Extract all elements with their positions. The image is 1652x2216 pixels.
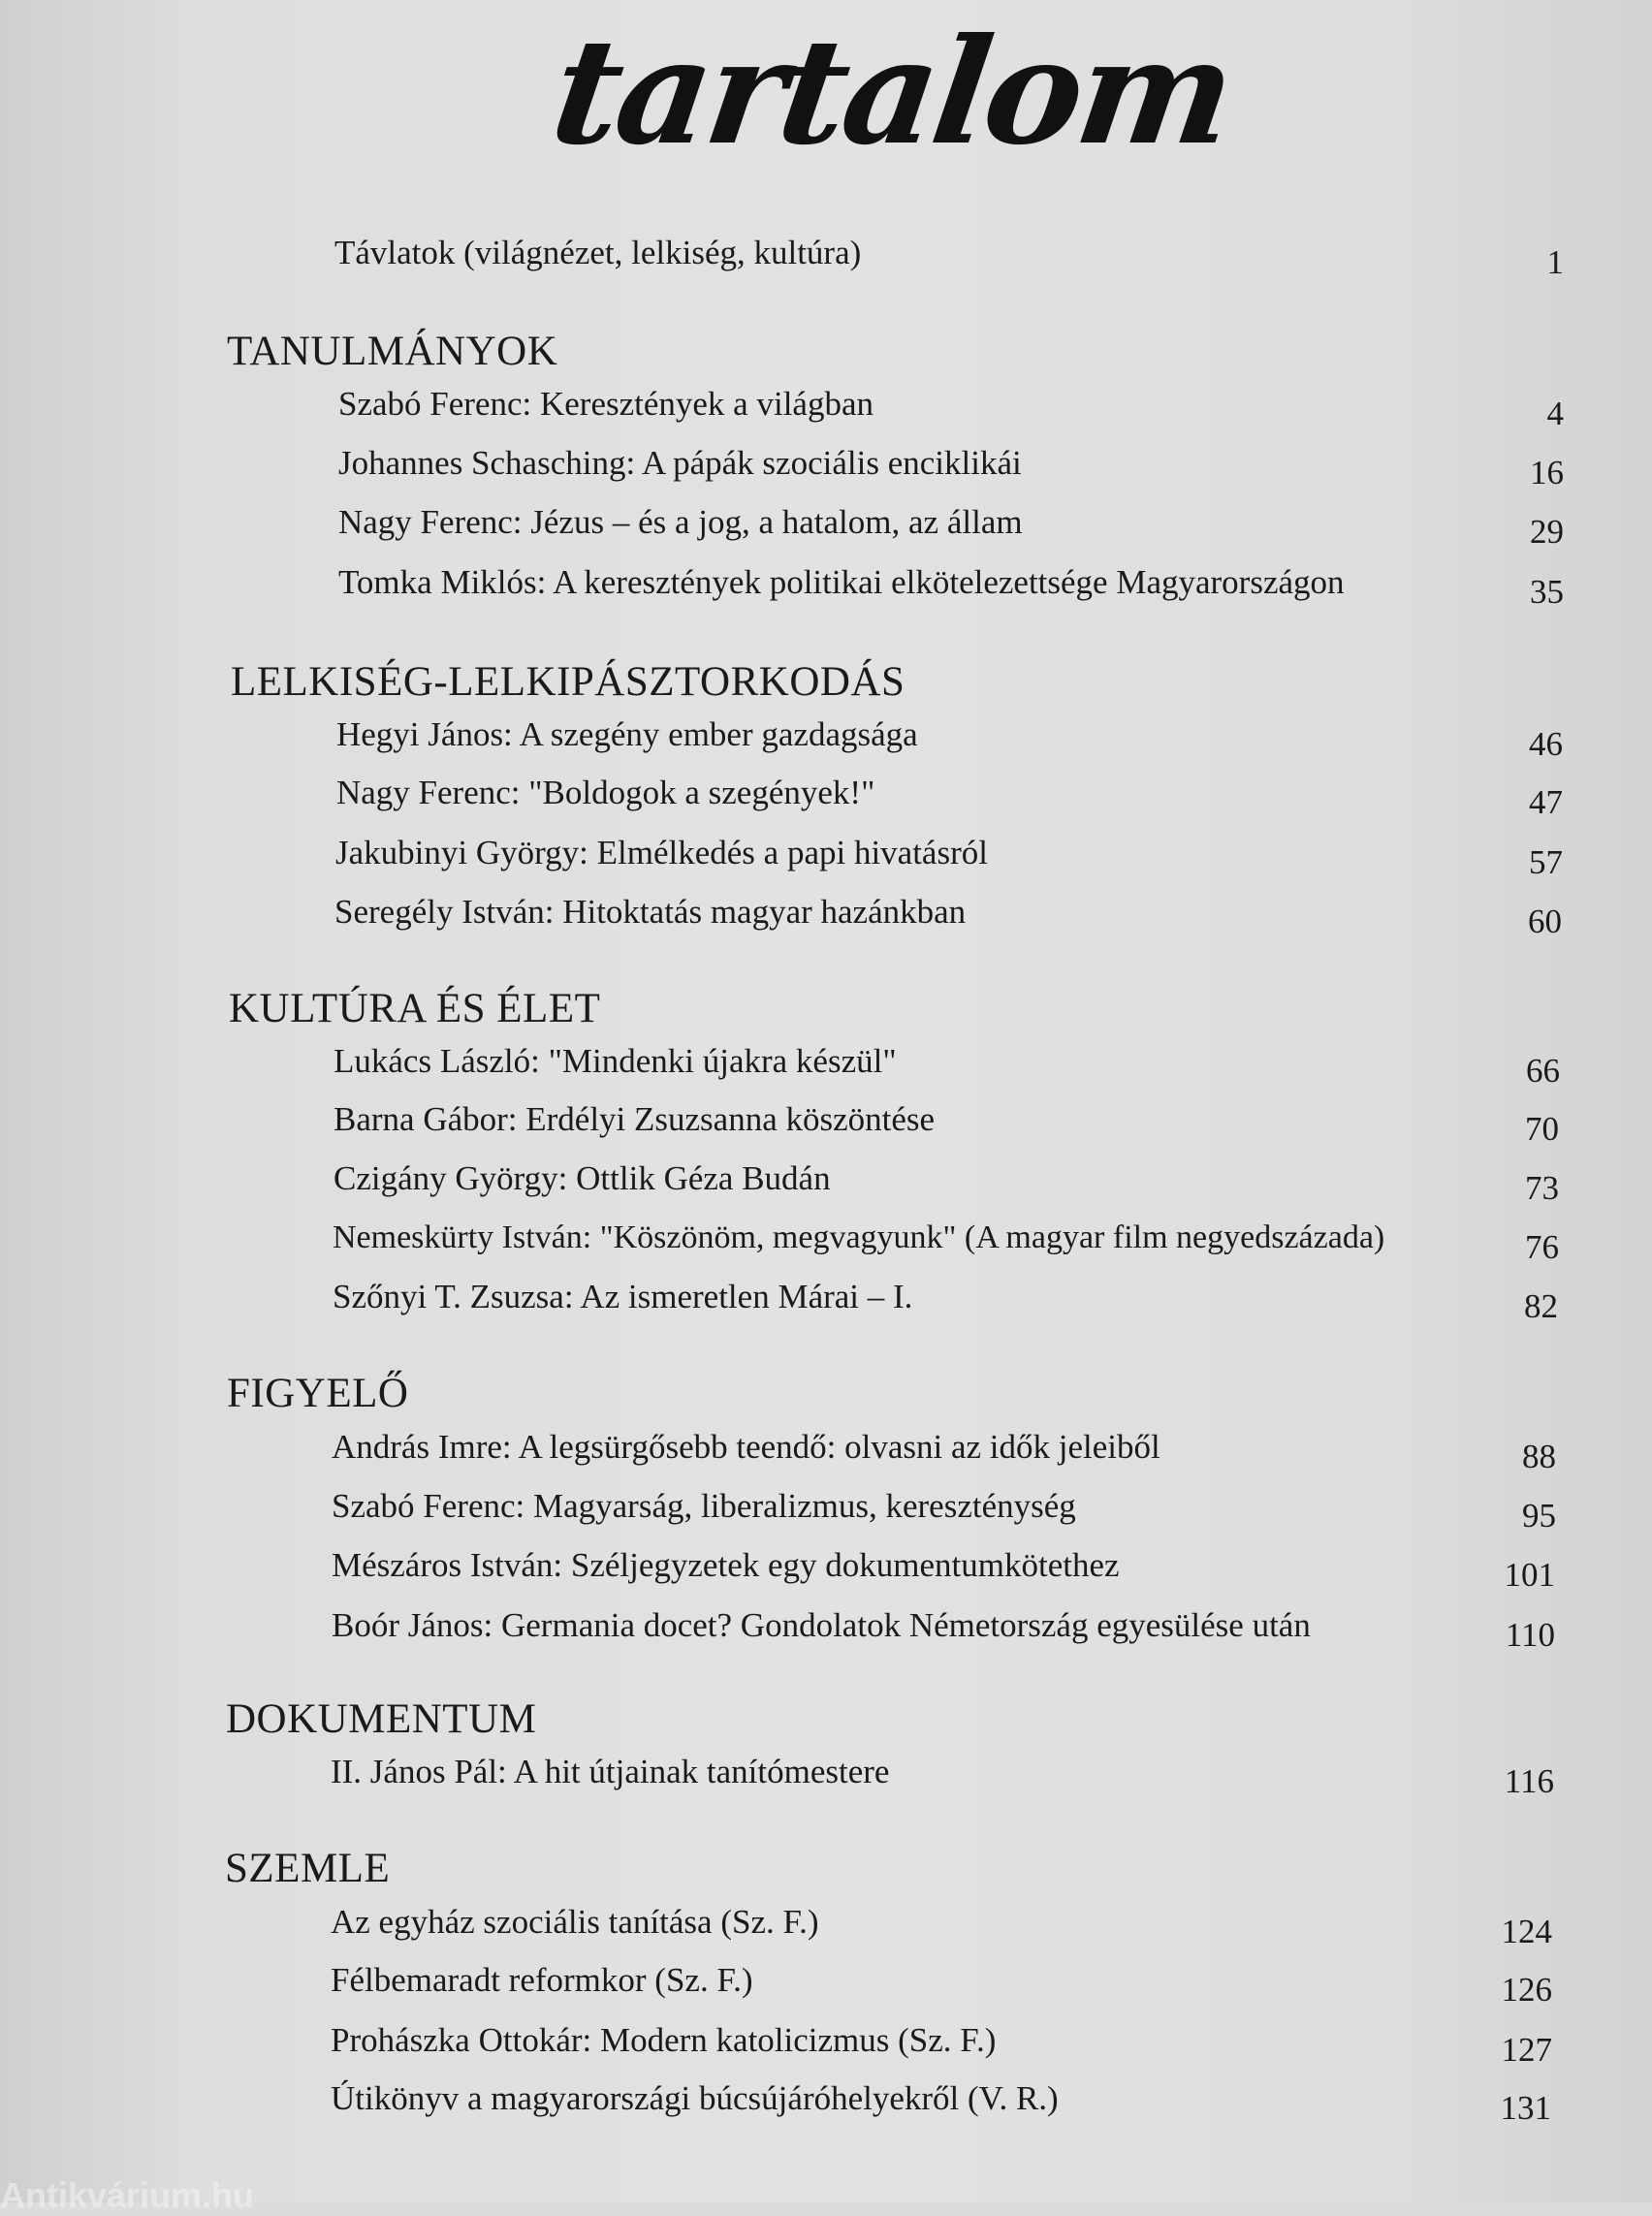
toc-entry-page: 95	[1522, 1497, 1556, 1535]
toc-entry	[334, 1155, 1559, 1209]
toc-entry-title: Szabó Ferenc: Keresztények a világban	[338, 385, 874, 423]
toc-entry-page: 82	[1524, 1287, 1558, 1325]
toc-entry-title: Lukács László: "Mindenki újakra készül"	[334, 1042, 897, 1080]
toc-entry-page: 1	[1546, 243, 1564, 281]
toc-entry-title: Útikönyv a magyarországi búcsújáróhelyekről (V. R.)	[331, 2079, 1059, 2117]
toc-entry-page: 127	[1501, 2031, 1552, 2069]
toc-entry-page: 101	[1504, 1556, 1555, 1594]
toc-entry-page: 124	[1501, 1913, 1552, 1950]
toc-entry-page: 16	[1530, 454, 1564, 491]
toc-entry-page: 70	[1525, 1110, 1559, 1148]
toc-entry-title: Tomka Miklós: A keresztények politikai elkötelezettsége Magyarországon	[338, 563, 1345, 601]
toc-entry-title: Barna Gábor: Erdélyi Zsuzsanna köszöntése	[334, 1100, 936, 1138]
toc-entry-title: Félbemaradt reformkor (Sz. F.)	[331, 1961, 753, 1999]
section-heading: DOKUMENTUM	[226, 1696, 537, 1742]
toc-entry	[331, 2074, 1551, 2129]
toc-entry	[332, 1541, 1555, 1596]
toc-entry-title: Nagy Ferenc: "Boldogok a szegények!"	[336, 774, 875, 811]
toc-entry-page: 76	[1525, 1228, 1559, 1266]
toc-entry-page: 116	[1504, 1762, 1554, 1800]
toc-entry	[331, 1748, 1554, 1802]
toc-entry-page: 131	[1500, 2089, 1551, 2127]
toc-entry	[331, 1898, 1552, 1952]
toc-entry	[331, 1956, 1552, 2010]
toc-entry	[338, 439, 1564, 493]
toc-entry-intro	[334, 229, 1564, 283]
toc-entry-title: András Imre: A legsürgősebb teendő: olvasni az idők jeleiből	[332, 1428, 1160, 1466]
section-heading: FIGYELŐ	[227, 1371, 409, 1416]
toc-entry-page: 46	[1529, 725, 1563, 763]
toc-entry-page: 110	[1505, 1616, 1555, 1654]
toc-entry-title: Boór János: Germania docet? Gondolatok Németország egyesülése után	[332, 1606, 1311, 1644]
toc-entry-title: Távlatok (világnézet, lelkiség, kultúra)	[334, 234, 862, 271]
toc-entry-page: 66	[1526, 1052, 1560, 1090]
toc-entry-page: 126	[1501, 1971, 1552, 2009]
toc-entry-title: Prohászka Ottokár: Modern katolicizmus (Sz. F.)	[331, 2021, 997, 2059]
page-title: tartalom	[542, 7, 1242, 177]
toc-entry	[331, 2016, 1552, 2071]
toc-entry	[338, 498, 1564, 553]
toc-entry	[334, 1037, 1560, 1092]
watermark: Antikvárium.hu	[0, 2175, 255, 2215]
toc-entry-title: Nagy Ferenc: Jézus – és a jog, a hatalom, az állam	[338, 503, 1023, 541]
toc-entry	[333, 1214, 1559, 1268]
toc-entry-page: 35	[1530, 573, 1564, 611]
toc-entry-page: 4	[1546, 395, 1564, 432]
section-heading: TANULMÁNYOK	[227, 329, 558, 374]
toc-entry-page: 88	[1522, 1438, 1556, 1475]
toc-entry-title: Jakubinyi György: Elmélkedés a papi hivatásról	[335, 834, 988, 871]
section-heading: SZEMLE	[225, 1846, 391, 1891]
toc-entry	[336, 711, 1563, 765]
toc-entry-title: Hegyi János: A szegény ember gazdagsága	[336, 715, 918, 753]
toc-entry	[332, 1601, 1555, 1656]
toc-entry	[334, 888, 1562, 942]
toc-entry	[332, 1482, 1556, 1536]
toc-entry	[333, 1273, 1558, 1327]
toc-entry-page: 47	[1529, 783, 1563, 821]
toc-entry-title: Czigány György: Ottlik Géza Budán	[334, 1159, 831, 1197]
toc-entry-page: 29	[1530, 513, 1564, 551]
toc-entry-title: Az egyház szociális tanítása (Sz. F.)	[331, 1903, 819, 1941]
toc-entry-title: II. János Pál: A hit útjainak tanítómestere	[331, 1753, 890, 1790]
toc-entry	[335, 829, 1563, 883]
toc-entry-title: Seregély István: Hitoktatás magyar hazánkban	[334, 893, 967, 931]
toc-entry-title: Johannes Schasching: A pápák szociális enciklikái	[338, 444, 1022, 482]
section-heading: KULTÚRA ÉS ÉLET	[229, 986, 601, 1031]
toc-entry-title: Mészáros István: Széljegyzetek egy dokumentumkötethez	[332, 1546, 1120, 1584]
toc-entry	[336, 769, 1563, 823]
toc-entry	[332, 1423, 1556, 1477]
toc-entry	[334, 1095, 1559, 1150]
toc-entry	[338, 558, 1564, 613]
section-heading: LELKISÉG-LELKIPÁSZTORKODÁS	[231, 659, 905, 705]
toc-entry-page: 60	[1528, 902, 1562, 940]
toc-entry	[338, 380, 1564, 434]
toc-entry-title: Szabó Ferenc: Magyarság, liberalizmus, kereszténység	[332, 1487, 1076, 1525]
toc-entry-title: Nemeskürty István: "Köszönöm, megvagyunk" (A magyar film negyedszázada)	[333, 1219, 1385, 1255]
toc-entry-title: Szőnyi T. Zsuzsa: Az ismeretlen Márai – I.	[333, 1278, 913, 1315]
toc-entry-page: 57	[1529, 843, 1563, 881]
toc-entry-page: 73	[1525, 1169, 1559, 1207]
